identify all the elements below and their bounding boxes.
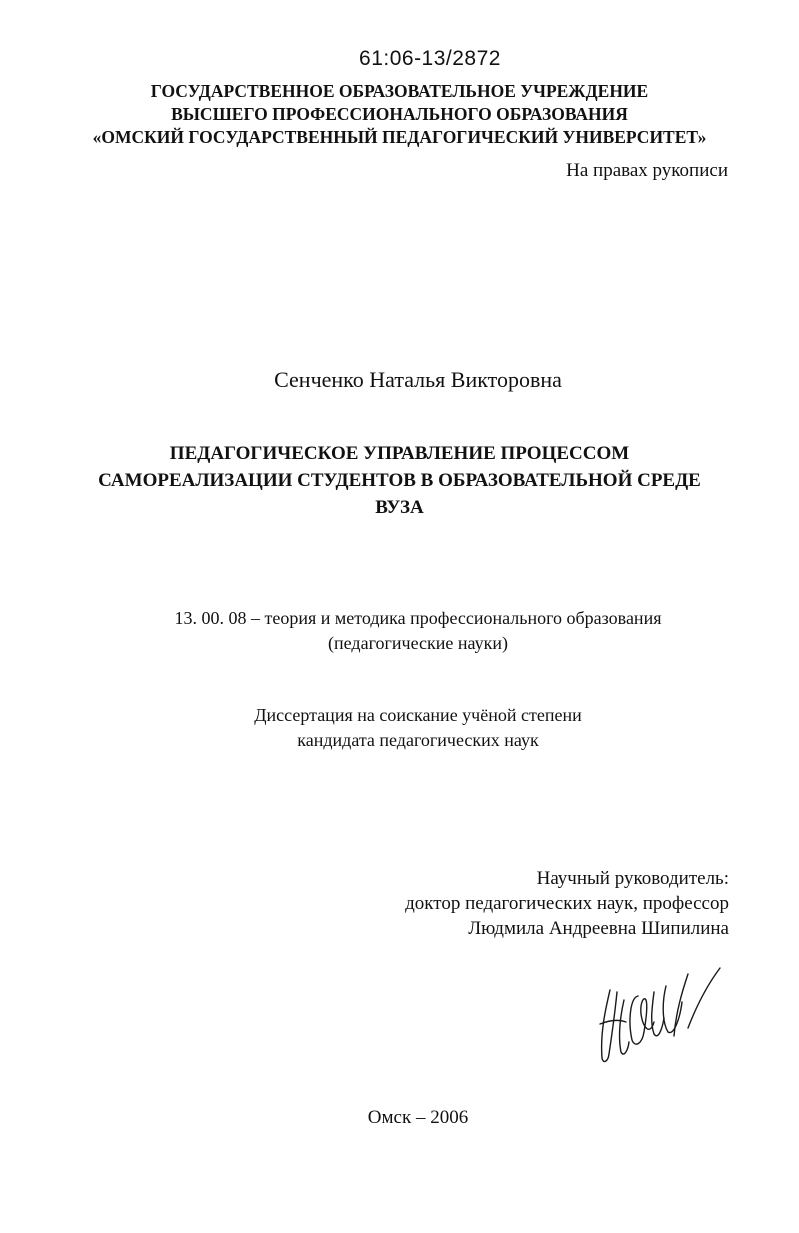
institution-header: [0, 80, 799, 149]
degree-statement: [0, 703, 799, 753]
city-year: Омск – 2006: [367, 1107, 469, 1128]
signature-stroke-5: [652, 992, 664, 1036]
catalog-number: 61:06-13/2872: [359, 47, 501, 70]
signature-stroke-4: [630, 996, 654, 1044]
signature-stroke-3: [620, 1000, 629, 1054]
signature-stroke-1: [602, 990, 617, 1061]
handwritten-signature: [588, 962, 728, 1072]
title-line-3: ВУЗА: [375, 497, 424, 518]
degree-line-2: кандидата педагогических наук: [297, 730, 539, 750]
institution-line-3: «ОМСКИЙ ГОСУДАРСТВЕННЫЙ ПЕДАГОГИЧЕСКИЙ УНИВЕРСИТЕТ»: [92, 127, 707, 147]
supervisor-label: Научный руководитель:: [536, 868, 729, 889]
specialty-line-1: 13. 00. 08 – теория и методика профессионального образования: [174, 608, 662, 628]
specialty-code: [0, 606, 799, 656]
specialty-line-2: (педагогические науки): [328, 633, 508, 653]
supervisor-block: [405, 866, 729, 941]
supervisor-credentials: доктор педагогических наук, профессор: [405, 893, 729, 914]
degree-line-1: Диссертация на соискание учёной степени: [254, 705, 582, 725]
rights-note: На правах рукописи: [566, 160, 728, 181]
institution-line-1: ГОСУДАРСТВЕННОЕ ОБРАЗОВАТЕЛЬНОЕ УЧРЕЖДЕНИЕ: [150, 81, 649, 101]
dissertation-title: [0, 440, 799, 521]
title-line-2: САМОРЕАЛИЗАЦИИ СТУДЕНТОВ В ОБРАЗОВАТЕЛЬНОЙ СРЕДЕ: [98, 470, 701, 491]
signature-stroke-6: [663, 986, 682, 1033]
institution-line-2: ВЫСШЕГО ПРОФЕССИОНАЛЬНОГО ОБРАЗОВАНИЯ: [171, 104, 628, 124]
signature-stroke-8: [688, 968, 720, 1028]
title-line-1: ПЕДАГОГИЧЕСКОЕ УПРАВЛЕНИЕ ПРОЦЕССОМ: [169, 443, 630, 464]
author-name: Сенченко Наталья Викторовна: [274, 367, 562, 392]
supervisor-name: Людмила Андреевна Шипилина: [468, 918, 729, 939]
